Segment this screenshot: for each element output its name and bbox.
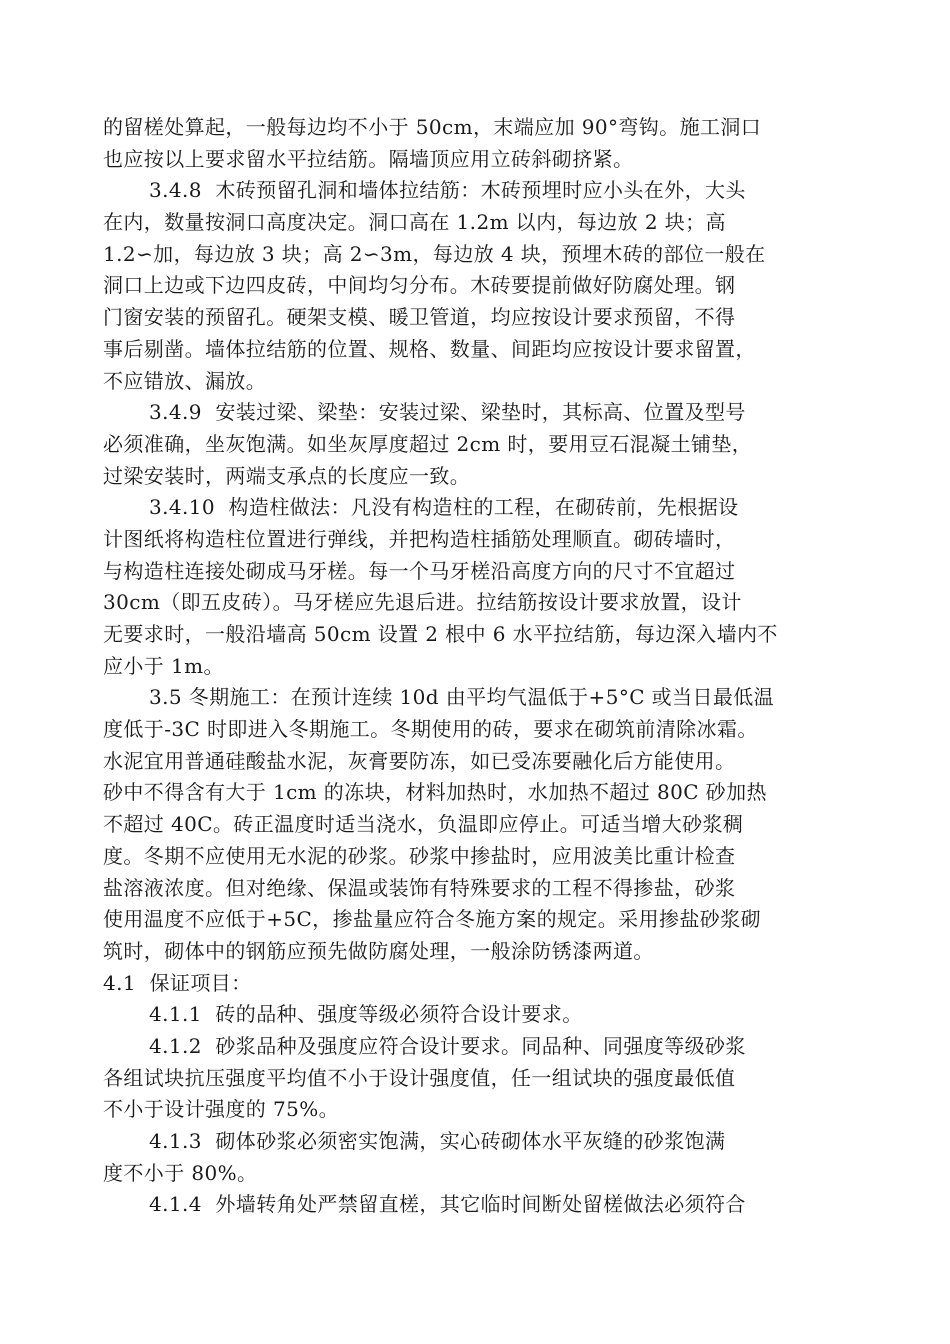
text-line: 不超过 40C。砖正温度时适当浇水，负温即应停止。可适当增大砂浆稠 xyxy=(103,812,744,837)
text-line: 3.4.9 安装过梁、梁垫：安装过梁、梁垫时，其标高、位置及型号 xyxy=(149,400,746,425)
text-line: 必须准确，坐灰饱满。如坐灰厚度超过 2cm 时，要用豆石混凝土铺垫， xyxy=(103,431,753,456)
text-line: 4.1.1 砖的品种、强度等级必须符合设计要求。 xyxy=(149,1002,583,1027)
text-line: 筑时，砌体中的钢筋应预先做防腐处理，一般涂防锈漆两道。 xyxy=(103,938,654,963)
text-line: 度不小于 80%。 xyxy=(103,1160,258,1185)
text-line: 各组试块抗压强度平均值不小于设计强度值，任一组试块的强度最低值 xyxy=(103,1065,736,1090)
text-line: 应小于 1m。 xyxy=(103,653,224,678)
text-line: 不小于设计强度的 75%。 xyxy=(103,1097,340,1122)
text-line: 4.1.2 砂浆品种及强度应符合设计要求。同品种、同强度等级砂浆 xyxy=(149,1033,746,1058)
text-line: 4.1 保证项目： xyxy=(103,970,252,995)
text-line: 3.4.8 木砖预留孔洞和墙体拉结筋：木砖预埋时应小头在外，大头 xyxy=(149,178,746,203)
text-line: 度低于-3C 时即进入冬期施工。冬期使用的砖，要求在砌筑前清除冰霜。 xyxy=(103,717,758,742)
text-line: 3.5 冬期施工：在预计连续 10d 由平均气温低于+5°C 或当日最低温 xyxy=(149,685,775,710)
text-line: 的留槎处算起，一般每边均不小于 50cm，末端应加 90°弯钩。施工洞口 xyxy=(103,115,762,139)
text-line: 过梁安装时，两端支承点的长度应一致。 xyxy=(103,463,471,488)
text-line: 水泥宜用普通硅酸盐水泥，灰膏要防冻，如已受冻要融化后方能使用。 xyxy=(103,748,736,773)
text-line: 与构造柱连接处砌成马牙槎。每一个马牙槎沿高度方向的尺寸不宜超过 xyxy=(103,558,736,583)
body-text xyxy=(103,112,863,1221)
text-line: 计图纸将构造柱位置进行弹线，并把构造柱插筋处理顺直。砌砖墙时， xyxy=(103,526,736,551)
text-line: 无要求时，一般沿墙高 50cm 设置 2 根中 6 水平拉结筋，每边深入墙内不 xyxy=(103,622,778,646)
text-line: 盐溶液浓度。但对绝缘、保温或装饰有特殊要求的工程不得掺盐，砂浆 xyxy=(103,875,736,900)
text-line: 事后剔凿。墙体拉结筋的位置、规格、数量、间距均应按设计要求留置， xyxy=(103,336,756,361)
text-line: 不应错放、漏放。 xyxy=(103,368,267,393)
text-line: 洞口上边或下边四皮砖，中间均匀分布。木砖要提前做好防腐处理。钢 xyxy=(103,273,736,298)
text-line: 使用温度不应低于+5C，掺盐量应符合冬施方案的规定。采用掺盐砂浆砌 xyxy=(103,907,761,932)
text-line: 30cm（即五皮砖）。马牙槎应先退后进。拉结筋按设计要求放置，设计 xyxy=(103,590,742,615)
text-line: 4.1.4 外墙转角处严禁留直槎，其它临时间断处留槎做法必须符合 xyxy=(149,1192,746,1217)
text-line: 1.2∽加，每边放 3 块；高 2∽3m，每边放 4 块，预埋木砖的部位一般在 xyxy=(103,241,766,266)
text-line: 4.1.3 砌体砂浆必须密实饱满，实心砖砌体水平灰缝的砂浆饱满 xyxy=(149,1129,726,1153)
text-line: 也应按以上要求留水平拉结筋。隔墙顶应用立砖斜砌挤紧。 xyxy=(103,146,634,171)
text-line: 砂中不得含有大于 1cm 的冻块，材料加热时，水加热不超过 80C 砂加热 xyxy=(103,780,767,805)
text-line: 3.4.10 构造柱做法：凡没有构造柱的工程，在砌砖前，先根据设 xyxy=(149,495,739,520)
text-line: 门窗安装的预留孔。硬架支模、暖卫管道，均应按设计要求预留，不得 xyxy=(103,305,736,330)
text-line: 在内，数量按洞口高度决定。洞口高在 1.2m 以内，每边放 2 块；高 xyxy=(103,210,726,235)
text-line: 度。冬期不应使用无水泥的砂浆。砂浆中掺盐时，应用波美比重计检查 xyxy=(103,843,736,868)
